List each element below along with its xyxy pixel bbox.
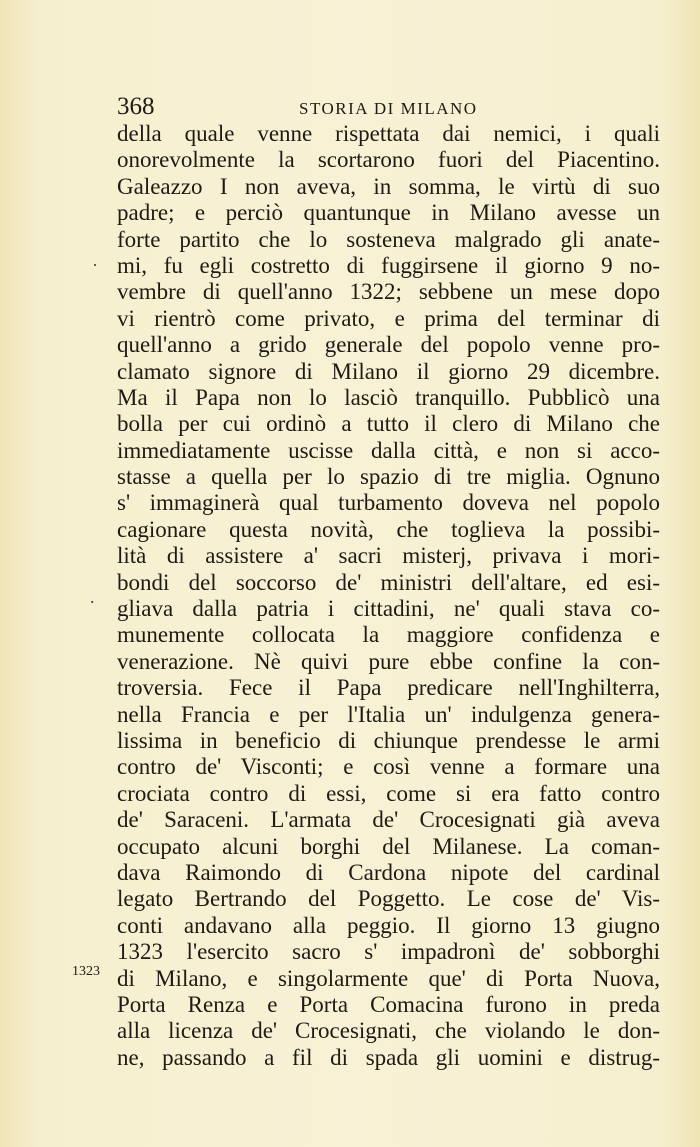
text-line: quell'anno a grido generale del popolo venne pro- bbox=[117, 332, 660, 358]
text-line: Porta Renza e Porta Comacina furono in preda bbox=[117, 991, 660, 1017]
text-line: legato Bertrando del Poggetto. Le cose de' Vis- bbox=[117, 886, 660, 912]
text-line: de' Saraceni. L'armata de' Crocesignati già aveva bbox=[117, 807, 660, 833]
text-line: ne, passando a fil di spada gli uomini e distrug- bbox=[117, 1044, 660, 1070]
text-line: forte partito che lo sosteneva malgrado gli anate- bbox=[117, 226, 660, 252]
text-line: Ma il Papa non lo lasciò tranquillo. Pubblicò una bbox=[117, 384, 660, 410]
text-line: clamato signore di Milano il giorno 29 dicembre. bbox=[117, 358, 660, 384]
page-number: 368 bbox=[117, 93, 155, 120]
text-line: alla licenza de' Crocesignati, che violando le don- bbox=[117, 1018, 660, 1044]
text-line: stasse a quella per lo spazio di tre miglia. Ognuno bbox=[117, 464, 660, 490]
text-line: lissima in beneficio di chiunque prendesse le armi bbox=[117, 727, 660, 753]
text-line: crociata contro di essi, come si era fatto contro bbox=[117, 780, 660, 806]
text-line: contro de' Visconti; e così venne a formare una bbox=[117, 754, 660, 780]
text-line: di Milano, e singolarmente que' di Porta Nuova, bbox=[117, 965, 660, 991]
marginal-year-note: 1323 bbox=[72, 964, 100, 979]
text-line: s' immaginerà qual turbamento doveva nel popolo bbox=[117, 490, 660, 516]
body-text bbox=[117, 121, 660, 1071]
text-line: conti andavano alla peggio. Il giorno 13 giugno bbox=[117, 912, 660, 938]
text-line: bolla per cui ordinò a tutto il clero di Milano che bbox=[117, 411, 660, 437]
text-line: mi, fu egli costretto di fuggirsene il giorno 9 no- bbox=[117, 252, 660, 278]
text-line: padre; e perciò quantunque in Milano avesse un bbox=[117, 200, 660, 226]
text-line: gliava dalla patria i cittadini, ne' quali stava co- bbox=[117, 596, 660, 622]
text-line: vi rientrò come privato, e prima del terminar di bbox=[117, 305, 660, 331]
text-line: 1323 l'esercito sacro s' impadronì de' sobborghi bbox=[117, 939, 660, 965]
text-line: vembre di quell'anno 1322; sebbene un mese dopo bbox=[117, 279, 660, 305]
text-line: venerazione. Nè quivi pure ebbe confine la con- bbox=[117, 648, 660, 674]
text-line: troversia. Fece il Papa predicare nell'Inghilterra, bbox=[117, 675, 660, 701]
text-line: munemente collocata la maggiore confidenza e bbox=[117, 622, 660, 648]
text-line: onorevolmente la scortarono fuori del Piacentino. bbox=[117, 147, 660, 173]
text-line: lità di assistere a' sacri misterj, privava i mori- bbox=[117, 543, 660, 569]
text-line: della quale venne rispettata dai nemici, i quali bbox=[117, 121, 660, 146]
text-line: occupato alcuni borghi del Milanese. La coman- bbox=[117, 833, 660, 859]
text-line: immediatamente uscisse dalla città, e non si acco- bbox=[117, 437, 660, 463]
margin-mark: · bbox=[92, 255, 98, 275]
text-line: cagionare questa novità, che toglieva la possibi- bbox=[117, 516, 660, 542]
text-line: dava Raimondo di Cardona nipote del cardinal bbox=[117, 859, 660, 885]
text-line: bondi del soccorso de' ministri dell'altare, ed esi- bbox=[117, 569, 660, 595]
text-line: Galeazzo I non aveva, in somma, le virtù di suo bbox=[117, 173, 660, 199]
text-line: nella Francia e per l'Italia un' indulgenza genera- bbox=[117, 701, 660, 727]
running-title: STORIA DI MILANO bbox=[299, 99, 478, 118]
margin-mark: . bbox=[90, 587, 95, 607]
